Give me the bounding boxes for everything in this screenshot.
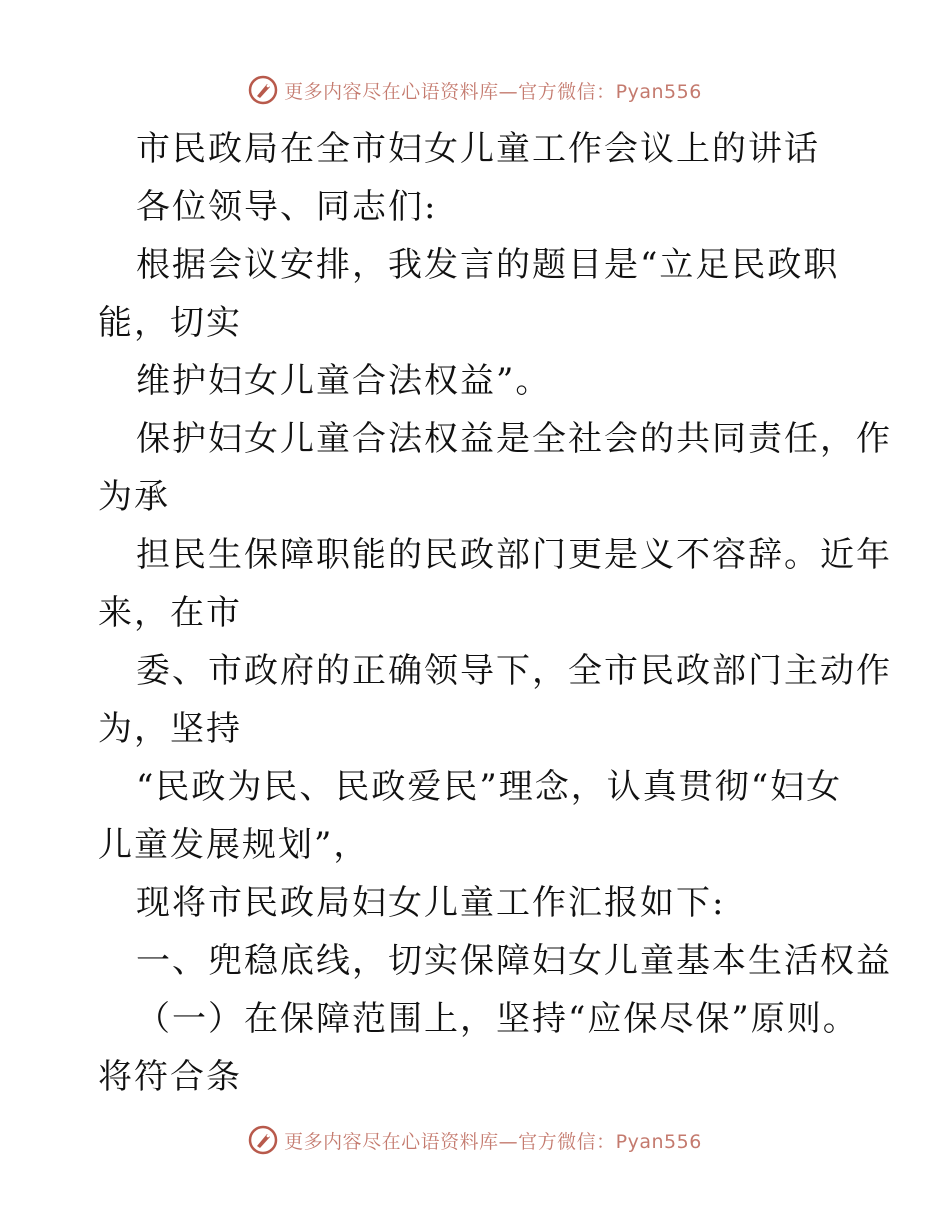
- document-body: [98, 120, 892, 1106]
- header-banner: [0, 70, 950, 110]
- pen-nib-logo-icon: [248, 75, 278, 105]
- paragraph-line: 将符合条: [98, 1057, 242, 1097]
- paragraph-line: 儿童发展规划”，: [98, 825, 370, 865]
- document-title: 市民政局在全市妇女儿童工作会议上的讲话: [136, 129, 820, 169]
- paragraph-line: 为承: [98, 477, 170, 517]
- paragraph-line: 担民生保障职能的民政部门更是义不容辞。近年: [136, 535, 892, 575]
- subsection-heading: （一）在保障范围上，坚持“应保尽保”原则。: [136, 999, 859, 1039]
- footer-banner-text: 更多内容尽在心语资料库—官方微信：Pyan556: [284, 1130, 702, 1153]
- paragraph-line: 来，在市: [98, 593, 242, 633]
- footer-banner: [0, 1120, 950, 1160]
- paragraph-line: 维护妇女儿童合法权益”。: [136, 361, 552, 401]
- header-banner-text: 更多内容尽在心语资料库—官方微信：Pyan556: [284, 80, 702, 103]
- paragraph-line: 为，坚持: [98, 709, 242, 749]
- paragraph-line: 保护妇女儿童合法权益是全社会的共同责任，作: [136, 419, 892, 459]
- section-heading: 一、兜稳底线，切实保障妇女儿童基本生活权益: [136, 941, 892, 981]
- paragraph-line: 根据会议安排，我发言的题目是“立足民政职: [136, 245, 840, 285]
- salutation: 各位领导、同志们:: [136, 187, 438, 227]
- pen-nib-logo-icon: [248, 1125, 278, 1155]
- paragraph-line: 能，切实: [98, 303, 242, 343]
- paragraph-line: 现将市民政局妇女儿童工作汇报如下:: [136, 883, 726, 923]
- paragraph-line: “民政为民、民政爱民”理念，认真贯彻“妇女: [136, 767, 843, 807]
- paragraph-line: 委、市政府的正确领导下，全市民政部门主动作: [136, 651, 892, 691]
